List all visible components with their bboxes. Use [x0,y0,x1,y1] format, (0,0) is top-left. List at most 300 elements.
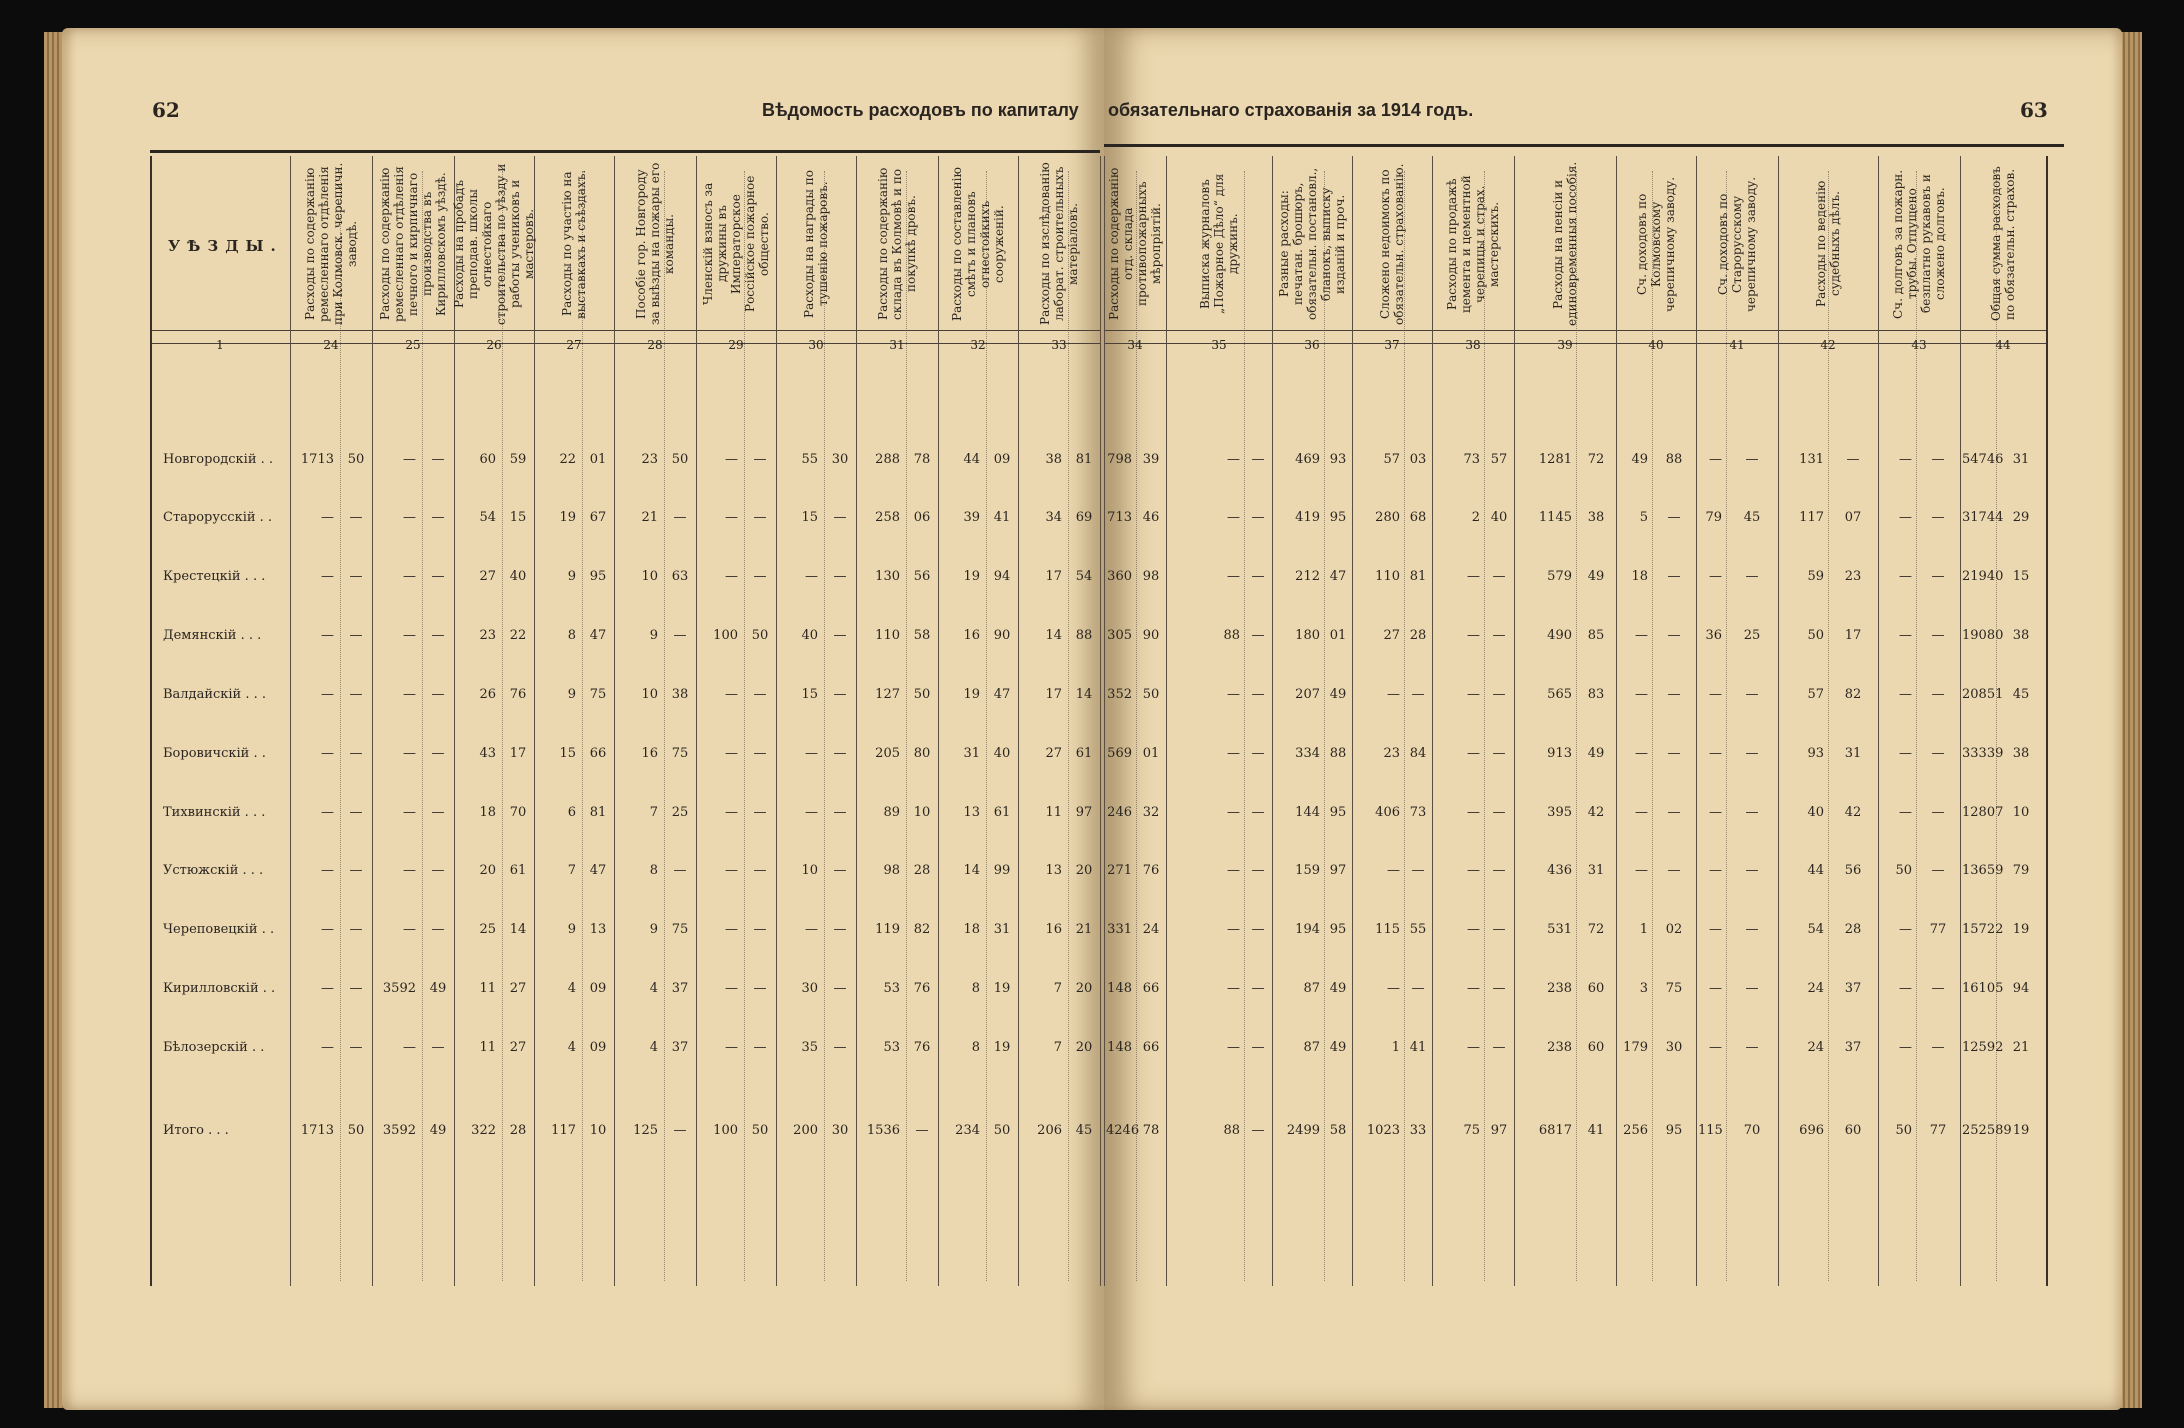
cell-kopecks: — [1931,569,1945,584]
cell-kopecks: — [349,863,363,878]
cell-kopecks: 81 [1075,452,1093,467]
cell-rubles: — [403,805,416,820]
cell-rubles: 200 [793,1123,818,1138]
column-number: 42 [1820,338,1836,352]
cell-kopecks: 09 [589,1040,607,1055]
cell-rubles: 54 [479,510,496,525]
cell-kopecks: — [1251,805,1265,820]
cell-kopecks: 41 [1587,1123,1605,1138]
cell-kopecks: 23 [1844,569,1862,584]
cell-kopecks: 55 [1409,922,1427,937]
cell-kopecks: 50 [913,687,931,702]
cell-rubles: 19 [559,510,576,525]
cell-rubles: 6 [567,805,576,820]
column-header-text: Сч. доходовъ по Старорусскому черепичному заводу. [1716,176,1758,312]
cell-rubles: 50 [1895,1123,1912,1138]
cell-rubles: — [805,569,818,584]
cell-kopecks: 70 [1743,1123,1761,1138]
column-header [1166,160,1272,328]
column-header [372,160,454,328]
cell-kopecks: — [1251,1040,1265,1055]
row-label: Устюжскій . . . [163,863,264,878]
cell-rubles: 119 [875,922,900,937]
cell-rubles: 4 [649,981,658,996]
column-number: 30 [808,338,824,352]
cell-kopecks: 76 [1142,863,1160,878]
cell-kopecks: — [349,805,363,820]
cell-rubles: 212 [1295,569,1320,584]
cell-kopecks: — [431,628,445,643]
cell-kopecks: — [1745,1040,1759,1055]
cell-kopecks: 76 [509,687,527,702]
heading-rule-right [1104,330,2046,331]
cell-rubles: 238 [1547,981,1572,996]
cell-rubles: 4 [649,1040,658,1055]
cell-rubles: 23 [641,452,658,467]
title-right: обязательнаго страхованія за 1914 годъ. [1108,100,1474,120]
cell-rubles: — [1227,1040,1240,1055]
page-number-right: 63 [2020,98,2048,122]
cell-kopecks: 82 [1844,687,1862,702]
column-rule [1100,156,1101,1286]
cell-kopecks: 73 [1409,805,1427,820]
cell-rubles: 40 [1807,805,1824,820]
cell-kopecks: 20 [1075,1040,1093,1055]
cell-rubles: — [321,569,334,584]
cell-rubles: 125 [633,1123,658,1138]
kopeck-rule [824,171,825,1281]
column-number: 35 [1211,338,1227,352]
cell-rubles: 180 [1295,628,1320,643]
cell-rubles: 35 [801,1040,818,1055]
cell-kopecks: 40 [993,746,1011,761]
cell-rubles: — [1899,981,1912,996]
cell-rubles: 53 [883,1040,900,1055]
cell-kopecks: 31 [2012,452,2030,467]
cell-rubles: 7 [1053,981,1062,996]
cell-kopecks: 50 [751,1123,769,1138]
cell-rubles: 54746 [1962,452,2004,467]
cell-kopecks: — [753,687,767,702]
cell-kopecks: — [673,510,687,525]
column-header [614,160,696,328]
cell-rubles: — [1709,569,1722,584]
cell-rubles: — [1227,452,1240,467]
header-rule-right [1104,144,2064,147]
cell-rubles: 27 [1383,628,1400,643]
kopeck-rule [1484,171,1485,1281]
cell-rubles: 4 [567,1040,576,1055]
column-header-text: Расходы по содержанію отд. склада противопожарныхъ мѣропріятій. [1107,167,1163,321]
row-label: Тихвинскій . . . [163,805,266,820]
cell-rubles: — [1227,569,1240,584]
row-label: Валдайскій . . . [163,687,267,702]
cell-kopecks: — [1251,981,1265,996]
cell-kopecks: 58 [1329,1123,1347,1138]
cell-rubles: — [725,863,738,878]
cell-rubles: — [403,569,416,584]
cell-kopecks: — [349,628,363,643]
cell-kopecks: 50 [347,1123,365,1138]
cell-kopecks: 28 [1409,628,1427,643]
cell-rubles: — [725,805,738,820]
cell-rubles: 12807 [1962,805,2004,820]
cell-kopecks: 24 [1142,922,1160,937]
cell-kopecks: 61 [993,805,1011,820]
cell-rubles: — [725,569,738,584]
cell-rubles: 3592 [382,981,416,996]
cell-rubles: 280 [1375,510,1400,525]
cell-kopecks: 41 [1409,1040,1427,1055]
cell-kopecks: 95 [1329,922,1347,937]
header-rule-left [150,150,1100,153]
cell-kopecks: 66 [1142,981,1160,996]
cell-rubles: 38 [1045,452,1062,467]
cell-kopecks: 97 [1329,863,1347,878]
cell-rubles: 53 [883,981,900,996]
cell-kopecks: 66 [589,746,607,761]
cell-kopecks: — [1411,687,1425,702]
column-header [290,160,372,328]
cell-rubles: — [1709,805,1722,820]
cell-rubles: 352 [1107,687,1132,702]
cell-rubles: 16 [641,746,658,761]
cell-kopecks: 37 [1844,1040,1862,1055]
cell-rubles: 11 [479,1040,496,1055]
cell-kopecks: 28 [509,1123,527,1138]
cell-rubles: 1281 [1538,452,1572,467]
cell-kopecks: — [1931,687,1945,702]
cell-rubles: 110 [875,628,900,643]
cell-rubles: 55 [801,452,818,467]
cell-rubles: 569 [1107,746,1132,761]
cell-rubles: — [403,863,416,878]
cell-rubles: 9 [567,569,576,584]
cell-rubles: — [321,687,334,702]
cell-rubles: 36 [1705,628,1722,643]
cell-kopecks: — [1931,628,1945,643]
cell-kopecks: 81 [589,805,607,820]
cell-kopecks: 97 [1075,805,1093,820]
cell-kopecks: 49 [1329,1040,1347,1055]
cell-kopecks: 38 [2012,628,2030,643]
cell-rubles: 87 [1303,981,1320,996]
cell-kopecks: 56 [913,569,931,584]
cell-kopecks: 54 [1075,569,1093,584]
row-label: Кирилловскій . . [163,981,276,996]
cell-kopecks: — [1745,569,1759,584]
cell-kopecks: 31 [1587,863,1605,878]
cell-kopecks: — [1492,1040,1506,1055]
cell-rubles: 15 [801,510,818,525]
cell-rubles: 15 [801,687,818,702]
column-rule [150,156,152,1286]
cell-kopecks: 45 [1743,510,1761,525]
cell-kopecks: 28 [913,863,931,878]
cell-kopecks: — [1931,981,1945,996]
column-header-text: Пособіе гор. Новгороду за выѣзды на пожары его команды. [634,162,676,326]
column-number: 27 [566,338,582,352]
cell-kopecks: 50 [993,1123,1011,1138]
row-label: Старорусскій . . [163,510,273,525]
kopeck-rule [1324,171,1325,1281]
cell-kopecks: 77 [1929,1123,1947,1138]
row-label: Череповецкій . . [163,922,275,937]
cell-rubles: 88 [1223,628,1240,643]
cell-rubles: 3592 [382,1123,416,1138]
column-header-text: Расходы по участію на выставкахъ и съѣздахъ. [560,169,588,319]
cell-kopecks: — [1745,746,1759,761]
cell-rubles: — [1899,510,1912,525]
cell-kopecks: — [431,510,445,525]
cell-rubles: 19 [963,687,980,702]
cell-kopecks: — [1492,628,1506,643]
kopeck-rule [340,171,341,1281]
cell-kopecks: 69 [1075,510,1093,525]
cell-kopecks: 60 [1587,981,1605,996]
column-number: 44 [1995,338,2011,352]
cell-rubles: — [1709,746,1722,761]
cell-rubles: 305 [1107,628,1132,643]
cell-kopecks: 72 [1587,922,1605,937]
cell-kopecks: — [1251,569,1265,584]
cell-rubles: 40 [801,628,818,643]
cell-kopecks: — [349,746,363,761]
cell-rubles: — [1467,1040,1480,1055]
cell-kopecks: — [833,510,847,525]
column-header [1272,160,1352,328]
cell-kopecks: — [833,569,847,584]
cell-rubles: 15 [559,746,576,761]
cell-rubles: 60 [479,452,496,467]
cell-kopecks: 88 [1075,628,1093,643]
cell-rubles: 9 [567,687,576,702]
cell-rubles: — [1467,805,1480,820]
cell-kopecks: 82 [913,922,931,937]
cell-rubles: 13 [963,805,980,820]
cell-rubles: 16 [1045,922,1062,937]
cell-kopecks: 49 [1329,687,1347,702]
cell-rubles: 8 [649,863,658,878]
cell-rubles: 93 [1807,746,1824,761]
cell-kopecks: 40 [509,569,527,584]
cell-kopecks: — [1251,1123,1265,1138]
cell-kopecks: — [833,863,847,878]
cell-rubles: — [1387,981,1400,996]
column-header-text: Членскій взносъ за дружины въ Императорское Россійское пожарное общество. [701,175,771,313]
cell-kopecks: 39 [1142,452,1160,467]
cell-rubles: 3 [1639,981,1648,996]
cell-rubles: — [1709,981,1722,996]
cell-kopecks: — [753,569,767,584]
numbers-rule-right [1104,343,2046,344]
kopeck-rule [1726,171,1727,1281]
cell-kopecks: 61 [1075,746,1093,761]
cell-rubles: — [1467,569,1480,584]
column-header [1104,160,1166,328]
cell-rubles: 436 [1547,863,1572,878]
cell-rubles: — [321,981,334,996]
kopeck-rule [1404,171,1405,1281]
title-left: Вѣдомость расходовъ по капиталу [762,100,1079,120]
row-label: Крестецкій . . . [163,569,266,584]
kopeck-rule [744,171,745,1281]
cell-rubles: 206 [1037,1123,1062,1138]
cell-rubles: 18 [1631,569,1648,584]
cell-rubles: — [805,922,818,937]
column-header-text: Сч. доходовъ по Колмовскому черепичному заводу. [1635,176,1677,312]
column-header-text: Расходы по содержанію склада въ Колмовѣ и по покупкѣ дровъ. [876,167,918,321]
column-header [534,160,614,328]
cell-rubles: 194 [1295,922,1320,937]
cell-kopecks: — [431,863,445,878]
cell-kopecks: 63 [671,569,689,584]
kopeck-rule [422,171,423,1281]
cell-kopecks: 81 [1409,569,1427,584]
cell-kopecks: — [349,510,363,525]
cell-rubles: 4246 [1106,1123,1140,1138]
cell-rubles: 57 [1807,687,1824,702]
cell-kopecks: — [1931,863,1945,878]
cell-rubles: 87 [1303,1040,1320,1055]
cell-kopecks: — [1846,452,1860,467]
cell-kopecks: 59 [509,452,527,467]
cell-kopecks: 09 [993,452,1011,467]
cell-kopecks: — [833,1040,847,1055]
column-header [776,160,856,328]
cell-kopecks: 25 [1743,628,1761,643]
cell-rubles: — [1467,981,1480,996]
cell-kopecks: 33 [1409,1123,1427,1138]
cell-kopecks: — [673,863,687,878]
cell-kopecks: — [1745,922,1759,937]
cell-kopecks: — [349,922,363,937]
cell-kopecks: 90 [1142,628,1160,643]
cell-rubles: 8 [971,1040,980,1055]
cell-kopecks: 94 [993,569,1011,584]
cell-rubles: 252589 [1962,1123,2012,1138]
cell-rubles: 1713 [300,452,334,467]
cell-rubles: — [1227,981,1240,996]
column-header-text: Расходы по продажѣ цемента и цементной черепицы и страх. мастерскихъ. [1445,175,1501,313]
cell-kopecks: 19 [2012,1123,2030,1138]
cell-kopecks: 47 [1329,569,1347,584]
column-header-text: Выписка журналовъ „Пожарное Дѣло“ для дружинъ. [1198,173,1240,315]
cell-kopecks: 42 [1587,805,1605,820]
cell-rubles: 130 [875,569,900,584]
cell-rubles: — [321,863,334,878]
cell-kopecks: 30 [831,1123,849,1138]
cell-kopecks: — [1931,805,1945,820]
cell-kopecks: 25 [671,805,689,820]
cell-kopecks: 50 [671,452,689,467]
heading-rule-left [150,330,1100,331]
column-number: 33 [1051,338,1067,352]
column-header [1778,160,1878,328]
cell-rubles: — [1467,863,1480,878]
cell-kopecks: 61 [509,863,527,878]
cell-rubles: 148 [1107,981,1132,996]
cell-rubles: — [1899,452,1912,467]
cell-kopecks: — [1667,863,1681,878]
cell-kopecks: 49 [429,981,447,996]
cell-rubles: — [321,1040,334,1055]
cell-kopecks: 79 [2012,863,2030,878]
cell-rubles: 331 [1107,922,1132,937]
cell-kopecks: 78 [913,452,931,467]
cell-rubles: — [1899,569,1912,584]
cell-kopecks: — [349,981,363,996]
cell-kopecks: — [753,805,767,820]
cell-rubles: 10 [801,863,818,878]
cell-kopecks: 76 [913,981,931,996]
column-header-text: Сложено недоимокъ по обязательн. страхованію. [1378,163,1406,325]
cell-kopecks: 01 [1142,746,1160,761]
column-header [1960,160,2046,328]
cell-kopecks: — [349,687,363,702]
cell-kopecks: 45 [2012,687,2030,702]
column-header-text: Общая сумма расходовъ по обязательн. страхов. [1989,166,2017,322]
cell-kopecks: 93 [1329,452,1347,467]
cell-kopecks: 83 [1587,687,1605,702]
cell-kopecks: 09 [589,981,607,996]
cell-rubles: 75 [1463,1123,1480,1138]
cell-kopecks: 95 [1329,510,1347,525]
cell-kopecks: 56 [1844,863,1862,878]
cell-kopecks: — [1251,628,1265,643]
cell-kopecks: 37 [1844,981,1862,996]
cell-rubles: 19 [963,569,980,584]
row-label: Боровичскій . . [163,746,266,761]
column-number: 24 [323,338,339,352]
cell-kopecks: — [1931,746,1945,761]
cell-rubles: 30 [801,981,818,996]
cell-kopecks: 20 [1075,981,1093,996]
column-header-text: Расходы по изслѣдованію лаборат. строительныхъ матеріаловъ. [1038,162,1080,326]
cell-rubles: 117 [551,1123,576,1138]
cell-rubles: 110 [1375,569,1400,584]
cell-kopecks: 88 [1329,746,1347,761]
cell-kopecks: 10 [2012,805,2030,820]
cell-rubles: — [1899,628,1912,643]
cell-rubles: 238 [1547,1040,1572,1055]
cell-rubles: 1 [1639,922,1648,937]
cell-rubles: — [1467,922,1480,937]
cell-kopecks: 07 [1844,510,1862,525]
cell-rubles: 2499 [1286,1123,1320,1138]
column-header-text: Расходы на пенсіи и единовременныя пособія. [1551,161,1579,327]
cell-rubles: 13659 [1962,863,2004,878]
cell-kopecks: 68 [1409,510,1427,525]
cell-rubles: — [1227,805,1240,820]
cell-rubles: — [321,922,334,937]
cell-kopecks: 27 [509,1040,527,1055]
cell-rubles: 44 [963,452,980,467]
cell-rubles: 25 [479,922,496,937]
kopeck-rule [664,171,665,1281]
cell-kopecks: 19 [993,981,1011,996]
cell-rubles: 50 [1895,863,1912,878]
cell-rubles: 100 [713,628,738,643]
cell-kopecks: 37 [671,981,689,996]
cell-kopecks: 28 [1844,922,1862,937]
cell-kopecks: — [349,569,363,584]
cell-rubles: 256 [1623,1123,1648,1138]
cell-rubles: 24 [1807,981,1824,996]
cell-rubles: 406 [1375,805,1400,820]
cell-rubles: 98 [883,863,900,878]
cell-kopecks: — [1667,510,1681,525]
